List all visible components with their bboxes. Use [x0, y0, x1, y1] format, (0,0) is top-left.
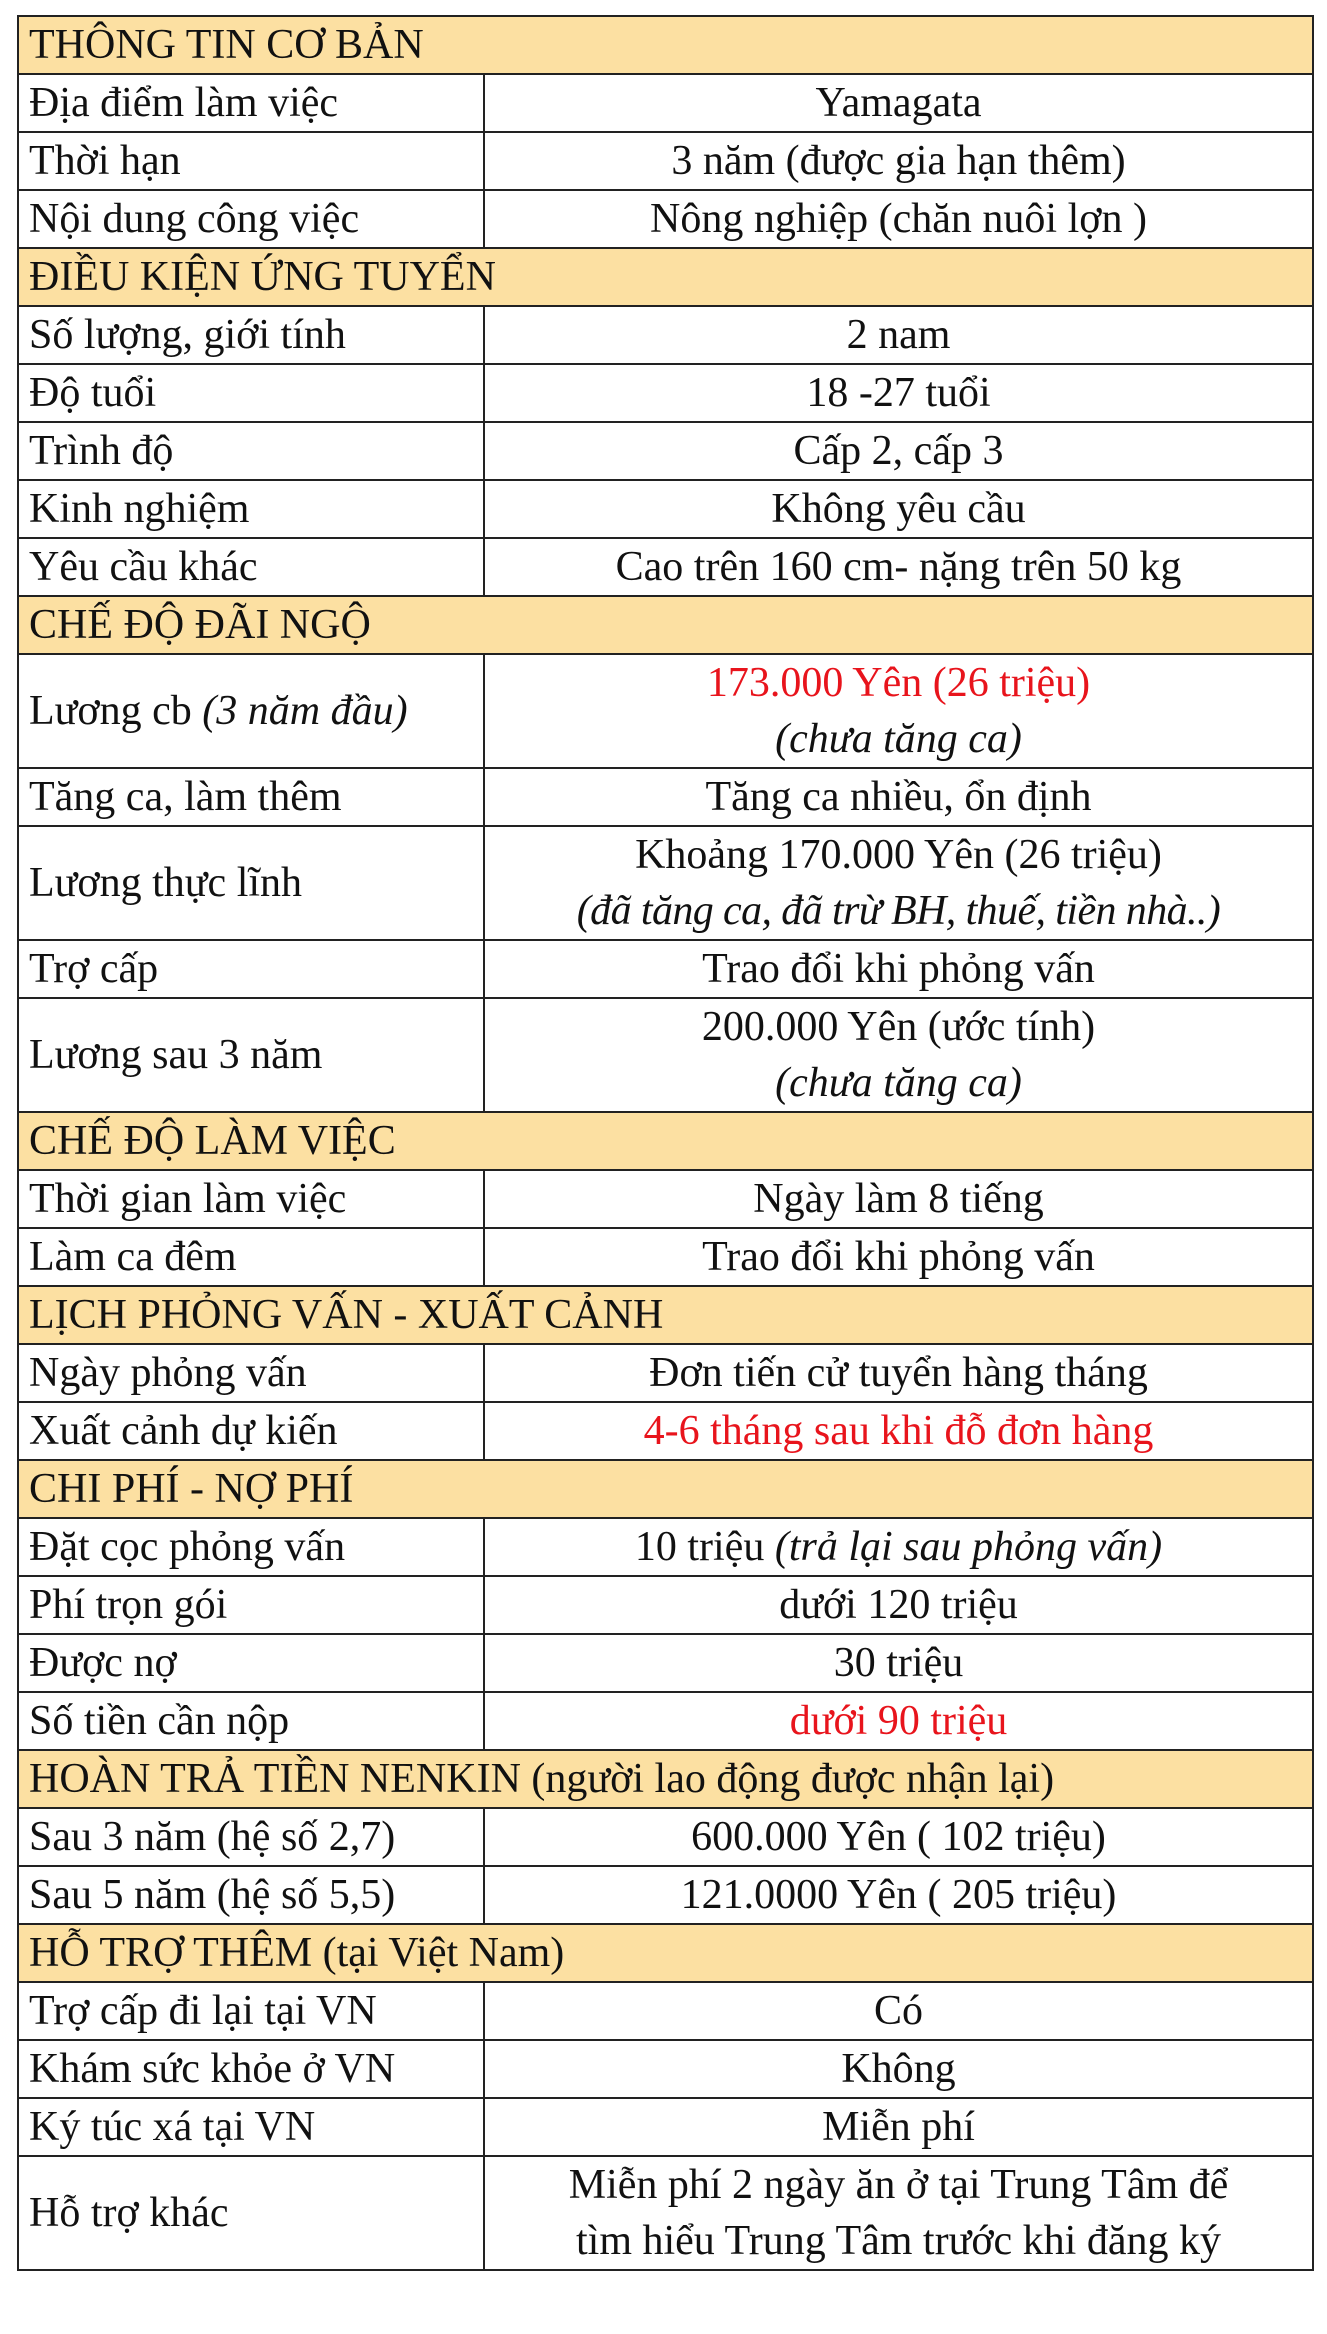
base-salary-amount: 173.000 Yên (26 triệu)	[706, 660, 1091, 706]
row-label: Tăng ca, làm thêm	[18, 768, 484, 826]
table-row	[18, 1170, 1313, 1228]
section-header-support	[18, 1924, 1313, 1982]
section-header-nenkin	[18, 1750, 1313, 1808]
section-header-work	[18, 1112, 1313, 1170]
row-value: Đơn tiến cử tuyển hàng tháng	[484, 1344, 1313, 1402]
section-header-requirements	[18, 248, 1313, 306]
section-header-schedule	[18, 1286, 1313, 1344]
row-label: Trợ cấp đi lại tại VN	[18, 1982, 484, 2040]
row-label: Hỗ trợ khác	[18, 2156, 484, 2270]
job-info-table	[17, 15, 1314, 2271]
row-value: Ngày làm 8 tiếng	[484, 1170, 1313, 1228]
row-value: Không	[484, 2040, 1313, 2098]
value-note: (chưa tăng ca)	[775, 1060, 1022, 1106]
table-row	[18, 1344, 1313, 1402]
row-label: Thời hạn	[18, 132, 484, 190]
row-label: Làm ca đêm	[18, 1228, 484, 1286]
section-title: CHẾ ĐỘ LÀM VIỆC	[18, 1112, 1313, 1170]
table-row	[18, 1692, 1313, 1750]
row-value: Cấp 2, cấp 3	[484, 422, 1313, 480]
row-label: Số lượng, giới tính	[18, 306, 484, 364]
row-label: Trợ cấp	[18, 940, 484, 998]
value-text: 10 triệu	[634, 1524, 775, 1570]
section-title: HỖ TRỢ THÊM (tại Việt Nam)	[18, 1924, 1313, 1982]
value-note: (chưa tăng ca)	[775, 716, 1022, 762]
row-value: Trao đổi khi phỏng vấn	[484, 1228, 1313, 1286]
row-label: Lương sau 3 năm	[18, 998, 484, 1112]
row-value	[484, 654, 1313, 768]
section-title: THÔNG TIN CƠ BẢN	[18, 16, 1313, 74]
table-row	[18, 2156, 1313, 2270]
table-row	[18, 826, 1313, 940]
section-title: LỊCH PHỎNG VẤN - XUẤT CẢNH	[18, 1286, 1313, 1344]
table-row	[18, 1576, 1313, 1634]
row-value: Yamagata	[484, 74, 1313, 132]
section-title: ĐIỀU KIỆN ỨNG TUYỂN	[18, 248, 1313, 306]
row-value	[484, 826, 1313, 940]
row-label: Đặt cọc phỏng vấn	[18, 1518, 484, 1576]
row-value: 30 triệu	[484, 1634, 1313, 1692]
section-header-benefits	[18, 596, 1313, 654]
value-note: (đã tăng ca, đã trừ BH, thuế, tiền nhà..)	[576, 888, 1221, 934]
label-text: Lương cb	[29, 688, 203, 734]
row-value: Trao đổi khi phỏng vấn	[484, 940, 1313, 998]
table-row	[18, 1228, 1313, 1286]
table-row	[18, 364, 1313, 422]
row-label: Độ tuổi	[18, 364, 484, 422]
row-value	[484, 1518, 1313, 1576]
row-value: Tăng ca nhiều, ổn định	[484, 768, 1313, 826]
row-label: Phí trọn gói	[18, 1576, 484, 1634]
section-header-basic-info	[18, 16, 1313, 74]
row-label: Được nợ	[18, 1634, 484, 1692]
row-label: Yêu cầu khác	[18, 538, 484, 596]
table-row	[18, 768, 1313, 826]
row-label: Trình độ	[18, 422, 484, 480]
row-value: Miễn phí	[484, 2098, 1313, 2156]
value-text: tìm hiểu Trung Tâm trước khi đăng ký	[575, 2218, 1221, 2264]
table-row	[18, 998, 1313, 1112]
table-row	[18, 654, 1313, 768]
row-label: Ngày phỏng vấn	[18, 1344, 484, 1402]
table-row	[18, 2098, 1313, 2156]
section-title: CHẾ ĐỘ ĐÃI NGỘ	[18, 596, 1313, 654]
departure-value: 4-6 tháng sau khi đỗ đơn hàng	[484, 1402, 1313, 1460]
label-note: (3 năm đầu)	[202, 688, 408, 734]
table-row	[18, 538, 1313, 596]
row-label: Lương thực lĩnh	[18, 826, 484, 940]
row-label: Kinh nghiệm	[18, 480, 484, 538]
row-value: 3 năm (được gia hạn thêm)	[484, 132, 1313, 190]
value-text: 200.000 Yên (ước tính)	[701, 1004, 1096, 1050]
table-row	[18, 1402, 1313, 1460]
payable-value: dưới 90 triệu	[484, 1692, 1313, 1750]
section-title: HOÀN TRẢ TIỀN NENKIN (người lao động được nhận lại)	[18, 1750, 1313, 1808]
row-label: Sau 5 năm (hệ số 5,5)	[18, 1866, 484, 1924]
table-row	[18, 190, 1313, 248]
row-value	[484, 2156, 1313, 2270]
row-label: Ký túc xá tại VN	[18, 2098, 484, 2156]
section-header-costs	[18, 1460, 1313, 1518]
row-label: Số tiền cần nộp	[18, 1692, 484, 1750]
row-value: dưới 120 triệu	[484, 1576, 1313, 1634]
table-row	[18, 480, 1313, 538]
value-text: Miễn phí 2 ngày ăn ở tại Trung Tâm để	[568, 2162, 1229, 2208]
row-value	[484, 998, 1313, 1112]
row-label: Nội dung công việc	[18, 190, 484, 248]
row-value: 121.0000 Yên ( 205 triệu)	[484, 1866, 1313, 1924]
table-row	[18, 306, 1313, 364]
table-row	[18, 1866, 1313, 1924]
table-row	[18, 132, 1313, 190]
table-row	[18, 74, 1313, 132]
row-label: Xuất cảnh dự kiến	[18, 1402, 484, 1460]
row-label	[18, 654, 484, 768]
row-value: 600.000 Yên ( 102 triệu)	[484, 1808, 1313, 1866]
table-row	[18, 1518, 1313, 1576]
section-title: CHI PHÍ - NỢ PHÍ	[18, 1460, 1313, 1518]
row-value: Nông nghiệp (chăn nuôi lợn )	[484, 190, 1313, 248]
table-row	[18, 2040, 1313, 2098]
row-value: Cao trên 160 cm- nặng trên 50 kg	[484, 538, 1313, 596]
row-value: Không yêu cầu	[484, 480, 1313, 538]
value-note: (trả lại sau phỏng vấn)	[774, 1524, 1163, 1570]
row-label: Khám sức khỏe ở VN	[18, 2040, 484, 2098]
table-row	[18, 1634, 1313, 1692]
row-value: 2 nam	[484, 306, 1313, 364]
table-row	[18, 1982, 1313, 2040]
row-label: Thời gian làm việc	[18, 1170, 484, 1228]
row-label: Sau 3 năm (hệ số 2,7)	[18, 1808, 484, 1866]
value-text: Khoảng 170.000 Yên (26 triệu)	[635, 832, 1162, 878]
table-row	[18, 940, 1313, 998]
table-row	[18, 1808, 1313, 1866]
table-row	[18, 422, 1313, 480]
row-value: 18 -27 tuổi	[484, 364, 1313, 422]
row-value: Có	[484, 1982, 1313, 2040]
row-label: Địa điểm làm việc	[18, 74, 484, 132]
